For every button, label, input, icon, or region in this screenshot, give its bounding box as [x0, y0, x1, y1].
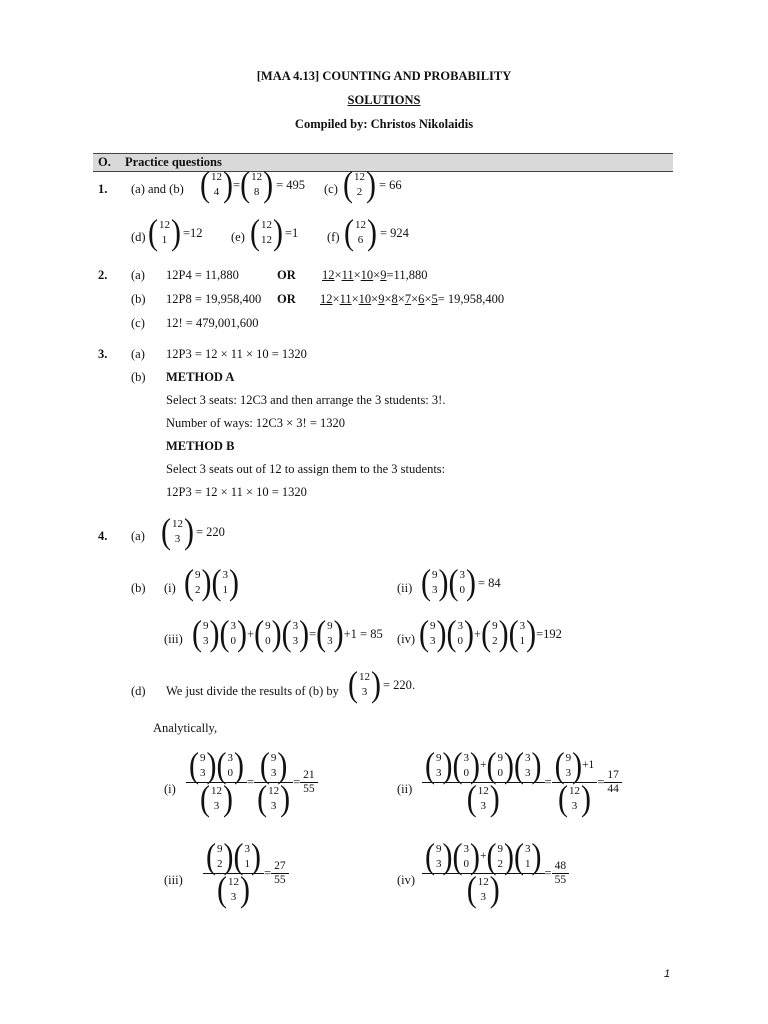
q4-diii-expression: ( 9 2 ) ( 3 1 ) ( 12 3 ) = $\frac{27}{55}$: [203, 842, 289, 905]
document-subtitle: SOLUTIONS: [347, 93, 421, 107]
binomial: ( 9 2 ): [481, 613, 509, 654]
q1-c-expression: ( 12 2 ) = 66: [343, 164, 402, 205]
binomial: ( 3 1 ): [514, 836, 542, 877]
q4-d-label: (d): [131, 684, 146, 698]
binomial: ( 3 0 ): [219, 613, 247, 654]
q4-b-label: (b): [131, 581, 146, 595]
q4-a-expression: ( 12 3 ) = 220: [161, 511, 225, 552]
binomial: ( 3 0 ): [448, 562, 476, 603]
result-fraction: $\frac{27}{55}$: [271, 861, 289, 887]
binomial: ( 3 0 ): [446, 613, 474, 654]
fraction: [203, 836, 264, 910]
q3-a-text: 12P3 = 12 × 11 × 10 = 1320: [166, 347, 307, 361]
q4-d-expression: ( 12 3 ) = 220 .: [348, 664, 416, 705]
q2-a-text: 12P4 = 11,880: [166, 268, 239, 282]
binomial: ( 12 1 ): [148, 212, 181, 253]
binomial: ( 12 3 ): [161, 511, 194, 552]
binomial: ( 3 3 ): [514, 745, 542, 786]
question-3-number: 3.: [98, 347, 108, 361]
fraction: [254, 745, 293, 819]
binomial: ( 3 0 ): [452, 745, 480, 786]
q4-a-label: (a): [131, 529, 145, 543]
binomial: ( 12 6 ): [344, 212, 377, 253]
q3-method-b-heading: METHOD B: [166, 439, 235, 453]
binomial: ( 3 1 ): [233, 836, 261, 877]
q3-method-b-line2: 12P3 = 12 × 11 × 10 = 1320: [166, 485, 307, 499]
q4-diii-label: (iii): [164, 873, 183, 887]
binomial: ( 12 3 ): [217, 869, 250, 910]
q4-dii-label: (ii): [397, 782, 413, 796]
binomial: ( 9 3 ): [425, 836, 453, 877]
binomial: ( 9 3 ): [425, 745, 453, 786]
q4-bi-expression: [184, 562, 239, 603]
q3-a-label: (a): [131, 347, 145, 361]
binomial: ( 9 0 ): [486, 745, 514, 786]
q4-bii-expression: ( 9 3 ) ( 3 0 ) = 84: [421, 562, 501, 603]
document-title: [MAA 4.13] COUNTING AND PROBABILITY: [256, 69, 512, 83]
result-fraction: $\frac{21}{55}$: [300, 770, 318, 796]
q1-d-expression: ( 12 1 ) =12: [148, 212, 203, 253]
binomial: ( 3 0 ): [452, 836, 480, 877]
binomial: ( 12 4 ): [200, 164, 233, 205]
binomial: ( 12 3 ): [466, 778, 500, 819]
binomial: ( 9 3 ): [259, 745, 288, 786]
q3-method-a-line2: Number of ways: 12C3 × 3! = 1320: [166, 416, 346, 430]
fraction: [186, 745, 247, 819]
q3-method-b-line1: Select 3 seats out of 12 to assign them to the 3 students:: [166, 462, 446, 476]
q1-e-expression: ( 12 12 ) =1: [250, 212, 299, 253]
q2-a-alternative: 12×11×10×9=11,880: [322, 268, 428, 282]
question-4-number: 4.: [98, 529, 108, 543]
q4-biv-expression: ( 9 3 ) ( 3 0 ) + ( 9 2 ) ( 3 1 ) =192: [419, 613, 562, 654]
binomial: ( 3 3 ): [281, 613, 310, 654]
q2-b-label: (b): [131, 292, 146, 306]
binomial: ( 9 2 ): [206, 836, 234, 877]
q3-method-a-line1: Select 3 seats: 12C3 and then arrange the 3 students: 3!.: [166, 393, 446, 407]
q4-di-label: (i): [164, 782, 176, 796]
q2-c-label: (c): [131, 316, 145, 330]
q2-a-label: (a): [131, 268, 145, 282]
page-number: 1: [664, 968, 671, 980]
binomial: ( 9 3 ): [316, 613, 344, 654]
q4-biv-label: (iv): [397, 632, 416, 646]
question-2-number: 2.: [98, 268, 108, 282]
binomial: ( 12 2 ): [343, 164, 376, 205]
binomial: ( 9 3 ): [554, 745, 583, 786]
q4-div-expression: ( 9 3 ) ( 3 0 ) + ( 9 2 ) ( 3 1 ) ( 12 3 ) = $\frac{48}{55}$: [422, 842, 569, 905]
binomial: ( 3 1 ): [211, 562, 239, 603]
binomial: ( 9 3 ): [421, 562, 449, 603]
q4-bii-label: (ii): [397, 581, 413, 595]
q2-a-or: OR: [277, 268, 296, 282]
q4-div-label: (iv): [397, 873, 416, 887]
q4-dii-expression: ( 9 3 ) ( 3 0 ) + ( 9 0 ) ( 3 3 ) ( 12 3 ) = ( 9 3 ) +1 ( 12 3 ) = $\frac{17}{44}$: [422, 751, 622, 814]
binomial: ( 9 0 ): [254, 613, 282, 654]
result-fraction: $\frac{17}{44}$: [604, 770, 622, 796]
result-fraction: $\frac{48}{55}$: [552, 861, 570, 887]
binomial: ( 3 1 ): [508, 613, 537, 654]
binomial: ( 9 3 ): [419, 613, 447, 654]
binomial: ( 12 3 ): [257, 778, 291, 819]
q1-a-label: (a) and (b): [131, 182, 184, 196]
binomial: ( 9 3 ): [192, 613, 220, 654]
binomial: ( 9 2 ): [486, 836, 514, 877]
q1-d-label: (d): [131, 230, 146, 244]
q4-bi-label: (i): [164, 581, 176, 595]
fraction: ( 9 3 ) +1 ( 12 3 ): [552, 751, 598, 814]
section-label: O.: [98, 155, 111, 169]
q4-d-text: We just divide the results of (b) by: [166, 684, 339, 698]
q2-b-text: 12P8 = 19,958,400: [166, 292, 262, 306]
binomial: ( 12 3 ): [348, 664, 381, 705]
fraction: ( 9 3 ) ( 3 0 ) + ( 9 2 ) ( 3 1 ) ( 12 3 ): [422, 842, 545, 905]
fraction: ( 9 3 ) ( 3 0 ) + ( 9 0 ) ( 3 3 ) ( 12 3 ): [422, 751, 545, 814]
binomial: ( 12 12 ): [250, 212, 283, 253]
q1-f-expression: ( 12 6 ) = 924: [344, 212, 409, 253]
analytically-label: Analytically,: [153, 721, 218, 735]
q1-a-expression: ( 12 4 ) = ( 12 8 ) = 495: [200, 164, 305, 205]
q2-b-alternative: 12×11×10×9×8×7×6×5= 19,958,400: [320, 292, 505, 306]
q4-biii-label: (iii): [164, 632, 183, 646]
q4-biii-expression: ( 9 3 ) ( 3 0 ) + ( 9 0 ) ( 3 3 ) = ( 9 3 ) +1 = 85: [192, 613, 383, 654]
q3-method-a-heading: METHOD A: [166, 370, 235, 384]
compiled-by: Compiled by: Christos Nikolaidis: [294, 117, 474, 131]
binomial: ( 3 0 ): [216, 745, 244, 786]
binomial: ( 9 3 ): [189, 745, 217, 786]
binomial: ( 9 2 ): [184, 562, 212, 603]
q1-f-label: (f): [327, 230, 340, 244]
question-1-number: 1.: [98, 182, 108, 196]
binomial: ( 12 3 ): [466, 869, 500, 910]
q2-c-text: 12! = 479,001,600: [166, 316, 259, 330]
binomial: ( 12 3 ): [200, 778, 233, 819]
q2-b-or: OR: [277, 292, 296, 306]
q1-e-label: (e): [231, 230, 245, 244]
section-title: Practice questions: [125, 155, 222, 169]
binomial: ( 12 3 ): [557, 778, 591, 819]
q3-b-label: (b): [131, 370, 146, 384]
binomial: ( 12 8 ): [240, 164, 274, 205]
q1-c-label: (c): [324, 182, 338, 196]
q4-di-expression: ( 9 3 ) ( 3 0 ) ( 12 3 ) = ( 9 3 ) ( 12 3 ) = $\frac{21}{55}$: [186, 751, 318, 814]
